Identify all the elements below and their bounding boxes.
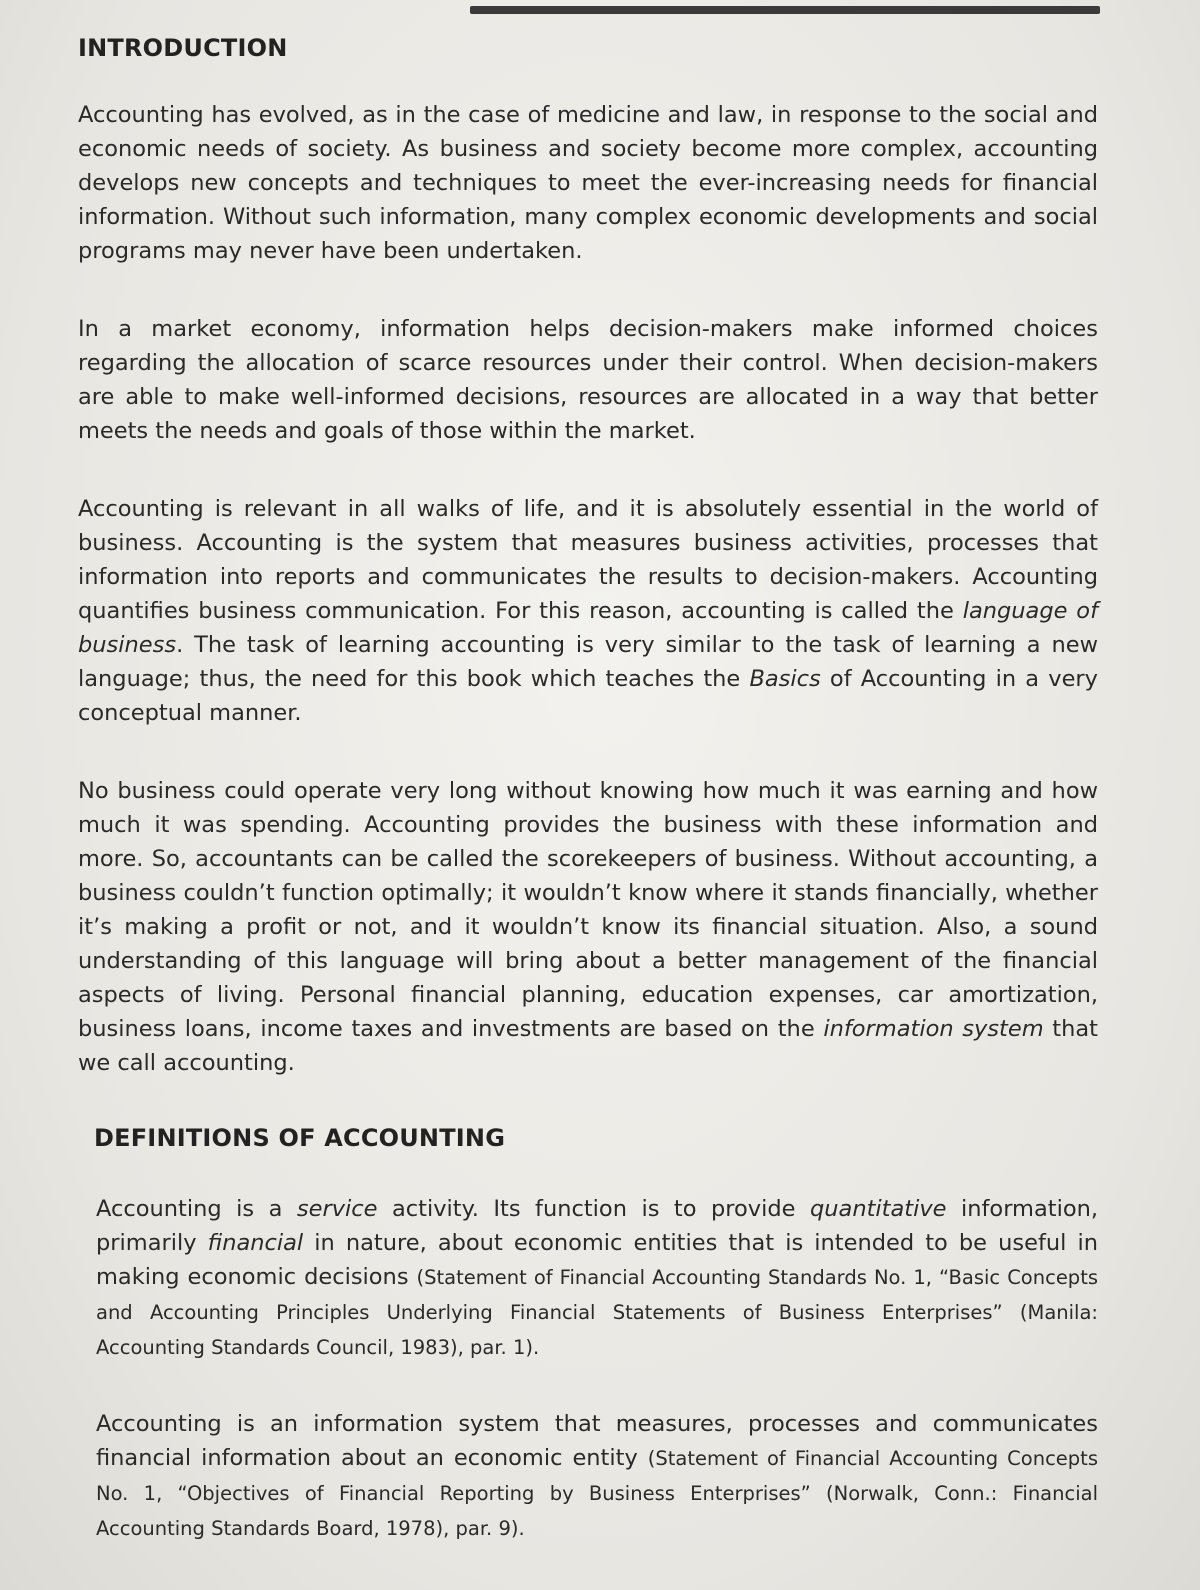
p3-emphasis-language: language of business: [78, 598, 1098, 658]
d1-emphasis-service: service: [296, 1196, 378, 1222]
d1-emphasis-quantitative: quantitative: [809, 1196, 947, 1222]
d2-text-a: Accounting is an information system that measures, processes and communicates financial information about an economic entity: [96, 1411, 1098, 1471]
intro-paragraph-4: [78, 774, 1098, 1080]
header-rule: [470, 6, 1100, 14]
definitions-heading: DEFINITIONS OF ACCOUNTING: [94, 1124, 506, 1152]
d1-text-e: information, primarily: [96, 1196, 1099, 1256]
d1-source-citation: (Statement of Financial Accounting Standards No. 1, “Basic Concepts and Accounting Principles Underlying Financial Statements of Business Enterprises” (Manila: Accounting Standards Council, 1983), par. 1).: [96, 1266, 1098, 1359]
intro-paragraph-3: [78, 492, 1098, 730]
p4-text-c: that we call accounting.: [78, 1016, 1098, 1076]
intro-paragraph-2: In a market economy, information helps decision-makers make informed choices regarding the allocation of scarce resources under their control. When decision-makers are able to make well-informed decisions, resources are allocated in a way that better meets the needs and goals of those within the market.: [78, 316, 1098, 444]
definition-1: [96, 1192, 1098, 1365]
intro-paragraph-1: Accounting has evolved, as in the case of medicine and law, in response to the social and economic needs of society. As business and society become more complex, accounting develops new concepts and techniques to meet the ever-increasing needs for financial information. Without such information, many complex economic developments and social programs may never have been undertaken.: [78, 102, 1098, 264]
p3-emphasis-basics: Basics: [749, 666, 821, 692]
page-content: [78, 34, 1098, 1588]
introduction-heading: INTRODUCTION: [78, 34, 288, 62]
d1-text-g: in nature, about economic entities that is intended to be useful in making economic decisions: [96, 1230, 1098, 1290]
d1-emphasis-financial: financial: [207, 1230, 304, 1256]
definition-2: [96, 1407, 1098, 1546]
p3-text-c: . The task of learning accounting is very similar to the task of learning a new language; thus, the need for this book which teaches the: [78, 632, 1098, 692]
p3-text-e: of Accounting in a very conceptual manner.: [78, 666, 1098, 726]
p4-text-a: No business could operate very long without knowing how much it was earning and how much it was spending. Accounting provides the business with these information and more. So, accountants can be called the scorekeepers of business. Without accounting, a business couldn’t function optimally; it wouldn’t know where it stands financially, whether it’s making a profit or not, and it wouldn’t know its financial situation. Also, a sound understanding of this language will bring about a better management of the financial aspects of living. Personal financial planning, education expenses, car amortization, business loans, income taxes and investments are based on the: [78, 778, 1098, 1042]
d2-source-citation: (Statement of Financial Accounting Concepts No. 1, “Objectives of Financial Reporting by Business Enterprises” (Norwalk, Conn.: Financial Accounting Standards Board, 1978), par. 9).: [96, 1447, 1098, 1540]
p4-emphasis-information-system: information system: [823, 1016, 1044, 1042]
d1-text-a: Accounting is a: [96, 1196, 297, 1222]
d1-text-c: activity. Its function is to provide: [377, 1196, 810, 1222]
p3-text-a: Accounting is relevant in all walks of life, and it is absolutely essential in the world of business. Accounting is the system that measures business activities, processes that information into reports and communicates the results to decision-makers. Accounting quantifies business communication. For this reason, accounting is called the: [78, 496, 1098, 624]
